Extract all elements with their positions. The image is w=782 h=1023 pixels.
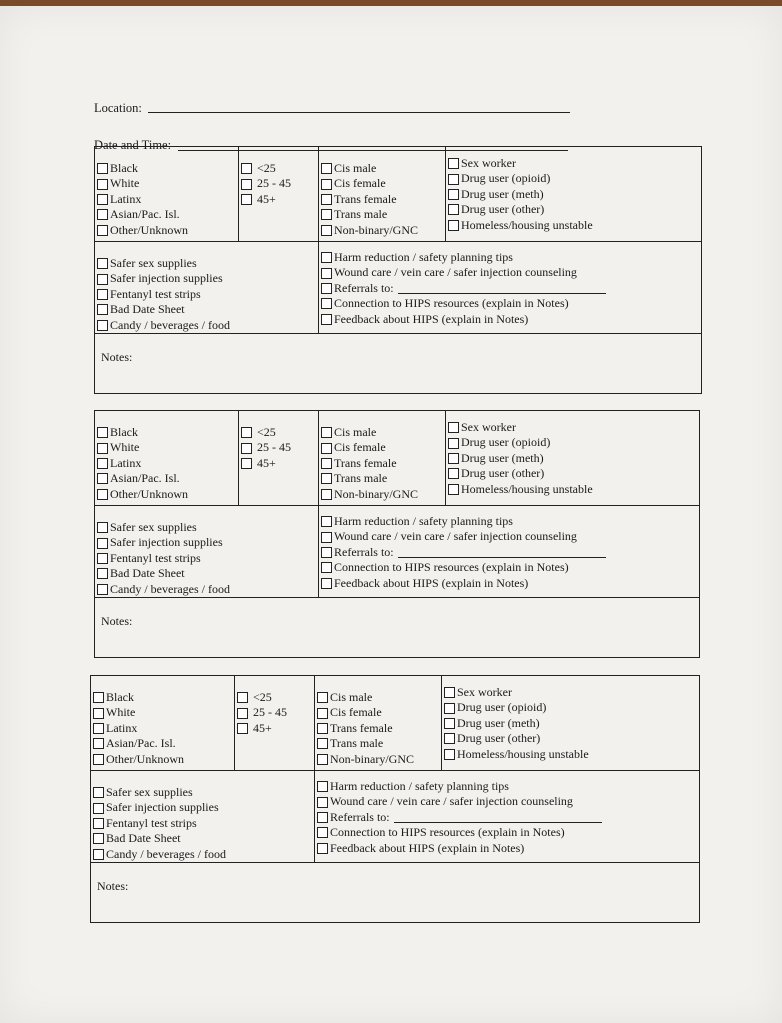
- checkbox-icon[interactable]: [448, 189, 459, 200]
- checkbox-label: Homeless/housing unstable: [457, 746, 589, 761]
- checkbox-item-supplies[interactable]: [97, 271, 318, 286]
- checkbox-label: Latinx: [110, 455, 142, 470]
- checkbox-item-status[interactable]: [448, 156, 701, 171]
- checkbox-icon[interactable]: [97, 584, 108, 595]
- checkbox-icon[interactable]: [444, 733, 455, 744]
- checkbox-item-age[interactable]: [241, 425, 318, 440]
- checkbox-item-race[interactable]: [93, 736, 234, 751]
- checkbox-item-gender[interactable]: [321, 192, 445, 207]
- checkbox-label: Non-binary/GNC: [330, 751, 414, 766]
- supplies-column: [95, 505, 318, 597]
- checkbox-label: Homeless/housing unstable: [461, 217, 593, 232]
- checkbox-icon[interactable]: [317, 754, 328, 765]
- checkbox-item-services[interactable]: [321, 312, 701, 327]
- checkbox-item-status[interactable]: [444, 747, 699, 762]
- checkbox-item-supplies[interactable]: [97, 582, 318, 597]
- checkbox-icon[interactable]: [97, 274, 108, 285]
- checkbox-label: Safer sex supplies: [106, 785, 193, 799]
- checkbox-icon[interactable]: [241, 458, 252, 469]
- checkbox-label: Trans male: [334, 207, 388, 222]
- checkbox-label: Connection to HIPS resources (explain in Notes): [330, 825, 565, 840]
- checkbox-icon[interactable]: [321, 298, 332, 309]
- checkbox-icon[interactable]: [97, 489, 108, 500]
- checkbox-item-gender[interactable]: [321, 440, 445, 455]
- checkbox-item-supplies[interactable]: [93, 785, 314, 800]
- checkbox-label: Drug user (other): [461, 202, 545, 217]
- checkbox-icon[interactable]: [444, 749, 455, 760]
- checkbox-label: Cis female: [330, 705, 382, 720]
- checkbox-label: <25: [257, 161, 276, 175]
- checkbox-item-gender[interactable]: [321, 471, 445, 486]
- checkbox-label: Trans female: [330, 720, 393, 735]
- checkbox-label: Black: [110, 425, 138, 439]
- checkbox-icon[interactable]: [97, 163, 108, 174]
- checkbox-label: Trans male: [334, 471, 388, 486]
- checkbox-item-services[interactable]: [321, 545, 699, 560]
- checkbox-label: Black: [106, 690, 134, 704]
- checkbox-item-age[interactable]: [241, 192, 318, 207]
- checkbox-item-gender[interactable]: [321, 176, 445, 191]
- checkbox-item-gender[interactable]: [321, 425, 445, 440]
- checkbox-icon[interactable]: [321, 209, 332, 220]
- age-column: [234, 676, 314, 770]
- checkbox-item-race[interactable]: [97, 223, 238, 238]
- checkbox-label: Sex worker: [457, 685, 512, 699]
- checkbox-item-status[interactable]: [444, 731, 699, 746]
- checkbox-icon[interactable]: [321, 283, 332, 294]
- checkbox-label: Asian/Pac. Isl.: [106, 736, 176, 751]
- checkbox-label: Bad Date Sheet: [106, 831, 181, 846]
- checkbox-item-supplies[interactable]: [93, 847, 314, 862]
- checkbox-icon[interactable]: [321, 547, 332, 558]
- checkbox-icon[interactable]: [448, 468, 459, 479]
- entry-block: [94, 410, 700, 658]
- checkbox-item-status[interactable]: [448, 466, 699, 481]
- checkbox-icon[interactable]: [321, 194, 332, 205]
- checkbox-icon[interactable]: [97, 427, 108, 438]
- checkbox-label: Fentanyl test strips: [110, 286, 201, 301]
- checkbox-icon[interactable]: [321, 516, 332, 527]
- checkbox-item-race[interactable]: [97, 207, 238, 222]
- checkbox-label: Drug user (meth): [461, 450, 544, 465]
- checkbox-icon[interactable]: [321, 163, 332, 174]
- checkbox-label: Bad Date Sheet: [110, 566, 185, 581]
- checkbox-item-services[interactable]: [321, 560, 699, 575]
- checkbox-label: Harm reduction / safety planning tips: [334, 250, 513, 264]
- checkbox-label: Homeless/housing unstable: [461, 481, 593, 496]
- checkbox-icon[interactable]: [93, 803, 104, 814]
- checkbox-item-services[interactable]: [321, 250, 701, 265]
- checkbox-icon[interactable]: [237, 723, 248, 734]
- checkbox-item-status[interactable]: [448, 187, 701, 202]
- checkbox-item-race[interactable]: [97, 176, 238, 191]
- checkbox-item-race[interactable]: [97, 456, 238, 471]
- services-column: [314, 770, 699, 862]
- checkbox-icon[interactable]: [321, 458, 332, 469]
- checkbox-item-age[interactable]: [241, 161, 318, 176]
- checkbox-label: Wound care / vein care / safer injection counseling: [334, 529, 577, 544]
- checkbox-item-gender[interactable]: [321, 207, 445, 222]
- checkbox-item-gender[interactable]: [321, 456, 445, 471]
- checkbox-icon[interactable]: [448, 422, 459, 433]
- checkbox-icon[interactable]: [97, 194, 108, 205]
- checkbox-icon[interactable]: [237, 708, 248, 719]
- checkbox-icon[interactable]: [317, 827, 328, 838]
- checkbox-label: Latinx: [106, 720, 138, 735]
- checkbox-icon[interactable]: [93, 738, 104, 749]
- checkbox-icon[interactable]: [321, 427, 332, 438]
- checkbox-icon[interactable]: [321, 562, 332, 573]
- checkbox-item-race[interactable]: [93, 721, 234, 736]
- checkbox-label: <25: [253, 690, 272, 704]
- checkbox-item-age[interactable]: [237, 705, 314, 720]
- checkbox-icon[interactable]: [321, 252, 332, 263]
- checkbox-label: Drug user (opioid): [461, 171, 551, 186]
- checkbox-label: Trans male: [330, 736, 384, 751]
- checkbox-label: Asian/Pac. Isl.: [110, 207, 180, 222]
- checkbox-item-services[interactable]: [317, 810, 699, 825]
- checkbox-label: Harm reduction / safety planning tips: [330, 779, 509, 793]
- checkbox-item-race[interactable]: [97, 440, 238, 455]
- checkbox-item-gender[interactable]: [317, 690, 441, 705]
- checkbox-label: Cis male: [330, 690, 373, 704]
- checkbox-label: Drug user (meth): [461, 186, 544, 201]
- checkbox-icon[interactable]: [448, 453, 459, 464]
- checkbox-icon[interactable]: [317, 843, 328, 854]
- checkbox-icon[interactable]: [93, 849, 104, 860]
- checkbox-item-supplies[interactable]: [97, 302, 318, 317]
- checkbox-label: Trans female: [334, 191, 397, 206]
- checkbox-label: Safer injection supplies: [110, 535, 223, 550]
- checkbox-label: Non-binary/GNC: [334, 222, 418, 237]
- checkbox-label: Drug user (other): [461, 466, 545, 481]
- race-column: [95, 411, 238, 505]
- checkbox-item-gender[interactable]: [321, 487, 445, 502]
- checkbox-item-services[interactable]: [317, 794, 699, 809]
- checkbox-icon[interactable]: [448, 438, 459, 449]
- checkbox-label: White: [106, 705, 136, 720]
- checkbox-item-race[interactable]: [97, 161, 238, 176]
- checkbox-label: Cis female: [334, 440, 386, 455]
- checkbox-icon[interactable]: [317, 692, 328, 703]
- gender-column: [318, 147, 445, 241]
- checkbox-item-status[interactable]: [444, 716, 699, 731]
- checkbox-item-race[interactable]: [97, 487, 238, 502]
- checkbox-icon[interactable]: [321, 443, 332, 454]
- checkbox-item-age[interactable]: [241, 176, 318, 191]
- age-column: [238, 411, 318, 505]
- gender-column: [318, 411, 445, 505]
- checkbox-item-status[interactable]: [448, 171, 701, 186]
- checkbox-icon[interactable]: [448, 220, 459, 231]
- notes-label: Notes:: [101, 350, 133, 364]
- checkbox-icon[interactable]: [321, 578, 332, 589]
- checkbox-label: Connection to HIPS resources (explain in Notes): [334, 560, 569, 575]
- checkbox-label: Referrals to:: [334, 544, 394, 559]
- checkbox-icon[interactable]: [93, 833, 104, 844]
- gender-column: [314, 676, 441, 770]
- checkbox-label: Drug user (meth): [457, 715, 540, 730]
- checkbox-item-services[interactable]: [321, 529, 699, 544]
- checkbox-icon[interactable]: [97, 522, 108, 533]
- checkbox-icon[interactable]: [93, 787, 104, 798]
- checkbox-label: Other/Unknown: [106, 751, 184, 766]
- checkbox-icon[interactable]: [97, 538, 108, 549]
- checkbox-label: Cis female: [334, 176, 386, 191]
- checkbox-item-status[interactable]: [448, 482, 699, 497]
- checkbox-icon[interactable]: [321, 179, 332, 190]
- checkbox-item-gender[interactable]: [321, 223, 445, 238]
- checkbox-label: Safer sex supplies: [110, 256, 197, 270]
- checkbox-label: Feedback about HIPS (explain in Notes): [330, 840, 525, 855]
- checkbox-label: Feedback about HIPS (explain in Notes): [334, 575, 529, 590]
- checkbox-label: Sex worker: [461, 420, 516, 434]
- checkbox-item-race[interactable]: [97, 471, 238, 486]
- checkbox-label: Other/Unknown: [110, 486, 188, 501]
- checkbox-label: Referrals to:: [334, 280, 394, 295]
- checkbox-item-supplies[interactable]: [93, 816, 314, 831]
- checkbox-item-supplies[interactable]: [93, 831, 314, 846]
- checkbox-item-supplies[interactable]: [97, 566, 318, 581]
- checkbox-label: Referrals to:: [330, 809, 390, 824]
- checkbox-icon[interactable]: [321, 473, 332, 484]
- status-column: [441, 676, 699, 770]
- checkbox-icon[interactable]: [97, 304, 108, 315]
- checkbox-label: Drug user (other): [457, 731, 541, 746]
- checkbox-label: Cis male: [334, 425, 377, 439]
- checkbox-item-race[interactable]: [93, 690, 234, 705]
- checkbox-icon[interactable]: [241, 443, 252, 454]
- checkbox-label: Black: [110, 161, 138, 175]
- checkbox-label: 25 - 45: [257, 440, 291, 455]
- checkbox-label: Candy / beverages / food: [110, 581, 230, 596]
- checkbox-item-race[interactable]: [93, 705, 234, 720]
- datetime-label: Date and Time:: [94, 138, 172, 152]
- checkbox-item-services[interactable]: [321, 281, 701, 296]
- checkbox-label: White: [110, 176, 140, 191]
- location-field: [94, 101, 142, 116]
- checkbox-icon[interactable]: [317, 708, 328, 719]
- checkbox-item-status[interactable]: [448, 451, 699, 466]
- checkbox-icon[interactable]: [317, 797, 328, 808]
- checkbox-item-gender[interactable]: [317, 705, 441, 720]
- checkbox-label: Wound care / vein care / safer injection counseling: [334, 265, 577, 280]
- status-column: [445, 411, 699, 505]
- checkbox-item-services[interactable]: [321, 514, 699, 529]
- checkbox-icon[interactable]: [241, 163, 252, 174]
- checkbox-label: Fentanyl test strips: [110, 550, 201, 565]
- checkbox-icon[interactable]: [321, 489, 332, 500]
- checkbox-label: Connection to HIPS resources (explain in Notes): [334, 296, 569, 311]
- checkbox-icon[interactable]: [93, 754, 104, 765]
- checkbox-icon[interactable]: [241, 427, 252, 438]
- checkbox-item-services[interactable]: [317, 841, 699, 856]
- checkbox-label: Candy / beverages / food: [110, 317, 230, 332]
- checkbox-label: Candy / beverages / food: [106, 846, 226, 861]
- checkbox-label: 25 - 45: [253, 705, 287, 720]
- checkbox-item-gender[interactable]: [321, 161, 445, 176]
- checkbox-label: Non-binary/GNC: [334, 486, 418, 501]
- checkbox-item-supplies[interactable]: [97, 287, 318, 302]
- checkbox-label: Trans female: [334, 455, 397, 470]
- notes-area[interactable]: [91, 862, 699, 922]
- checkbox-label: Other/Unknown: [110, 222, 188, 237]
- checkbox-item-supplies[interactable]: [97, 535, 318, 550]
- checkbox-item-services[interactable]: [321, 296, 701, 311]
- location-label: Location:: [94, 101, 142, 115]
- race-column: [91, 676, 234, 770]
- checkbox-label: Harm reduction / safety planning tips: [334, 514, 513, 528]
- supplies-column: [91, 770, 314, 862]
- checkbox-icon[interactable]: [97, 209, 108, 220]
- services-column: [318, 505, 699, 597]
- checkbox-icon[interactable]: [317, 723, 328, 734]
- checkbox-item-age[interactable]: [237, 690, 314, 705]
- checkbox-item-supplies[interactable]: [97, 520, 318, 535]
- checkbox-label: Safer injection supplies: [106, 800, 219, 815]
- checkbox-item-race[interactable]: [97, 425, 238, 440]
- checkbox-icon[interactable]: [444, 687, 455, 698]
- checkbox-label: Drug user (opioid): [461, 435, 551, 450]
- checkbox-item-services[interactable]: [317, 779, 699, 794]
- checkbox-icon[interactable]: [448, 158, 459, 169]
- checkbox-item-race[interactable]: [97, 192, 238, 207]
- checkbox-item-services[interactable]: [321, 265, 701, 280]
- checkbox-icon[interactable]: [448, 484, 459, 495]
- entry-block: [90, 675, 700, 923]
- checkbox-icon[interactable]: [317, 812, 328, 823]
- race-column: [95, 147, 238, 241]
- checkbox-icon[interactable]: [97, 289, 108, 300]
- checkbox-item-status[interactable]: [444, 685, 699, 700]
- checkbox-item-services[interactable]: [317, 825, 699, 840]
- checkbox-label: <25: [257, 425, 276, 439]
- checkbox-item-age[interactable]: [241, 440, 318, 455]
- checkbox-label: Asian/Pac. Isl.: [110, 471, 180, 486]
- checkbox-icon[interactable]: [97, 553, 108, 564]
- checkbox-label: Drug user (opioid): [457, 700, 547, 715]
- checkbox-label: White: [110, 440, 140, 455]
- supplies-column: [95, 241, 318, 333]
- checkbox-item-supplies[interactable]: [97, 551, 318, 566]
- notes-label: Notes:: [101, 614, 133, 628]
- checkbox-label: 45+: [253, 720, 272, 735]
- checkbox-item-status[interactable]: [448, 218, 701, 233]
- checkbox-label: Sex worker: [461, 156, 516, 170]
- checkbox-item-gender[interactable]: [317, 752, 441, 767]
- checkbox-icon[interactable]: [241, 179, 252, 190]
- checkbox-icon[interactable]: [97, 258, 108, 269]
- checkbox-icon[interactable]: [448, 204, 459, 215]
- notes-area[interactable]: [95, 597, 699, 657]
- checkbox-icon[interactable]: [321, 268, 332, 279]
- checkbox-label: Wound care / vein care / safer injection counseling: [330, 794, 573, 809]
- checkbox-item-gender[interactable]: [317, 736, 441, 751]
- checkbox-icon[interactable]: [93, 723, 104, 734]
- checkbox-label: Safer injection supplies: [110, 271, 223, 286]
- notes-area[interactable]: [95, 333, 701, 393]
- checkbox-icon[interactable]: [97, 225, 108, 236]
- checkbox-icon[interactable]: [93, 692, 104, 703]
- checkbox-icon[interactable]: [444, 703, 455, 714]
- checkbox-icon[interactable]: [97, 568, 108, 579]
- checkbox-item-age[interactable]: [237, 721, 314, 736]
- checkbox-icon[interactable]: [97, 458, 108, 469]
- checkbox-item-race[interactable]: [93, 752, 234, 767]
- checkbox-icon[interactable]: [321, 225, 332, 236]
- checkbox-item-supplies[interactable]: [97, 256, 318, 271]
- checkbox-item-gender[interactable]: [317, 721, 441, 736]
- status-column: [445, 147, 701, 241]
- age-column: [238, 147, 318, 241]
- checkbox-label: Safer sex supplies: [110, 520, 197, 534]
- checkbox-icon[interactable]: [93, 818, 104, 829]
- checkbox-icon[interactable]: [444, 718, 455, 729]
- checkbox-icon[interactable]: [237, 692, 248, 703]
- checkbox-item-supplies[interactable]: [93, 800, 314, 815]
- checkbox-icon[interactable]: [97, 320, 108, 331]
- checkbox-icon[interactable]: [321, 532, 332, 543]
- checkbox-label: 25 - 45: [257, 176, 291, 191]
- checkbox-item-services[interactable]: [321, 576, 699, 591]
- entry-block: [94, 146, 702, 394]
- referral-line[interactable]: [394, 812, 602, 823]
- checkbox-item-status[interactable]: [448, 435, 699, 450]
- checkbox-label: Fentanyl test strips: [106, 815, 197, 830]
- checkbox-label: Bad Date Sheet: [110, 302, 185, 317]
- checkbox-label: Cis male: [334, 161, 377, 175]
- checkbox-label: Latinx: [110, 191, 142, 206]
- checkbox-icon[interactable]: [97, 443, 108, 454]
- checkbox-icon[interactable]: [93, 708, 104, 719]
- checkbox-icon[interactable]: [97, 473, 108, 484]
- notes-label: Notes:: [97, 879, 129, 893]
- checkbox-icon[interactable]: [321, 314, 332, 325]
- checkbox-item-status[interactable]: [444, 700, 699, 715]
- checkbox-item-age[interactable]: [241, 456, 318, 471]
- checkbox-item-status[interactable]: [448, 202, 701, 217]
- referral-line[interactable]: [398, 283, 606, 294]
- checkbox-label: Feedback about HIPS (explain in Notes): [334, 311, 529, 326]
- checkbox-icon[interactable]: [317, 738, 328, 749]
- checkbox-icon[interactable]: [448, 174, 459, 185]
- referral-line[interactable]: [398, 547, 606, 558]
- checkbox-icon[interactable]: [241, 194, 252, 205]
- services-column: [318, 241, 701, 333]
- checkbox-icon[interactable]: [97, 179, 108, 190]
- checkbox-item-status[interactable]: [448, 420, 699, 435]
- checkbox-label: 45+: [257, 191, 276, 206]
- checkbox-label: 45+: [257, 455, 276, 470]
- checkbox-item-supplies[interactable]: [97, 318, 318, 333]
- checkbox-icon[interactable]: [317, 781, 328, 792]
